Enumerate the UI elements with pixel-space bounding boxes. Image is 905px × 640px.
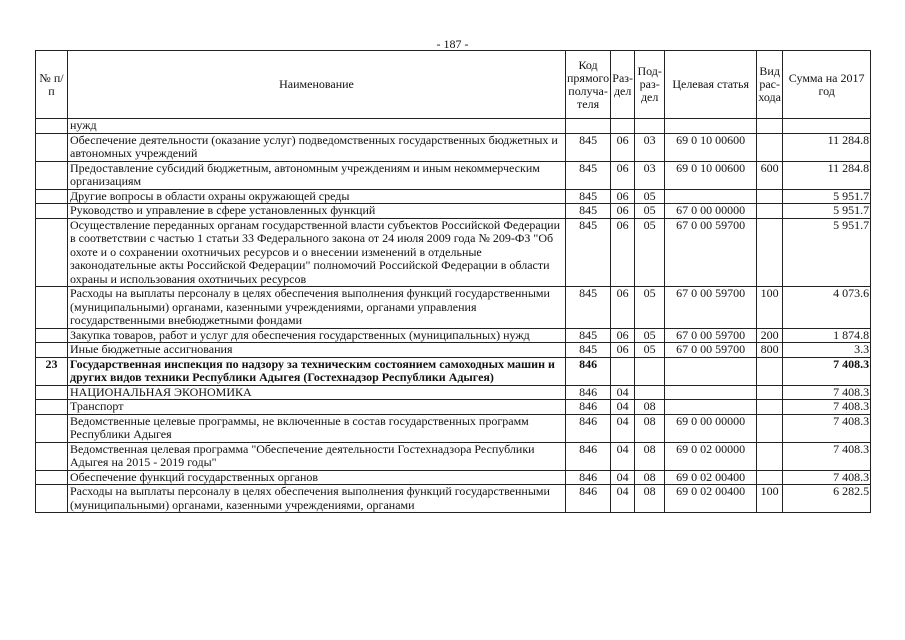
row-code: 846 bbox=[566, 357, 611, 385]
row-code: 845 bbox=[566, 133, 611, 161]
row-section: 04 bbox=[611, 485, 635, 513]
row-num bbox=[36, 328, 68, 343]
row-type: 200 bbox=[757, 328, 783, 343]
row-num bbox=[36, 400, 68, 415]
header-num: № п/п bbox=[36, 51, 68, 119]
row-subsection: 05 bbox=[635, 343, 665, 358]
page-number: - 187 - bbox=[436, 37, 469, 51]
row-section: 06 bbox=[611, 204, 635, 219]
row-code: 845 bbox=[566, 328, 611, 343]
row-name: Расходы на выплаты персоналу в целях обеспечения выполнения функций государственными (муниципальными) органами, казенными учреждениями, органами bbox=[68, 485, 566, 513]
row-subsection bbox=[635, 119, 665, 134]
row-target bbox=[665, 357, 757, 385]
table-row bbox=[36, 287, 871, 329]
row-code: 846 bbox=[566, 442, 611, 470]
row-type bbox=[757, 357, 783, 385]
row-sum bbox=[783, 119, 871, 134]
row-type bbox=[757, 119, 783, 134]
header-sum: Сумма на 2017 год bbox=[783, 51, 871, 119]
row-target: 69 0 02 00400 bbox=[665, 485, 757, 513]
row-type: 100 bbox=[757, 287, 783, 329]
table-row bbox=[36, 189, 871, 204]
table-header-row bbox=[36, 51, 871, 119]
table-row bbox=[36, 218, 871, 287]
row-sum: 5 951.7 bbox=[783, 218, 871, 287]
row-section: 06 bbox=[611, 189, 635, 204]
row-sum: 1 874.8 bbox=[783, 328, 871, 343]
row-code: 846 bbox=[566, 385, 611, 400]
row-sum: 7 408.3 bbox=[783, 442, 871, 470]
row-target bbox=[665, 400, 757, 415]
row-section bbox=[611, 357, 635, 385]
table-row bbox=[36, 470, 871, 485]
row-name: НАЦИОНАЛЬНАЯ ЭКОНОМИКА bbox=[68, 385, 566, 400]
row-type: 100 bbox=[757, 485, 783, 513]
header-subsection: Под-раз-дел bbox=[635, 51, 665, 119]
row-section: 06 bbox=[611, 133, 635, 161]
budget-table bbox=[35, 50, 871, 513]
row-target: 69 0 02 00400 bbox=[665, 470, 757, 485]
table-row bbox=[36, 400, 871, 415]
row-target bbox=[665, 119, 757, 134]
row-code: 846 bbox=[566, 400, 611, 415]
row-num bbox=[36, 161, 68, 189]
row-sum: 7 408.3 bbox=[783, 414, 871, 442]
row-target bbox=[665, 385, 757, 400]
row-target: 67 0 00 59700 bbox=[665, 343, 757, 358]
row-num bbox=[36, 414, 68, 442]
header-type: Вид рас-хода bbox=[757, 51, 783, 119]
row-code bbox=[566, 119, 611, 134]
row-code: 846 bbox=[566, 485, 611, 513]
row-section: 04 bbox=[611, 442, 635, 470]
row-target: 69 0 02 00000 bbox=[665, 442, 757, 470]
row-sum: 5 951.7 bbox=[783, 189, 871, 204]
table-row bbox=[36, 442, 871, 470]
row-name: Закупка товаров, работ и услуг для обеспечения государственных (муниципальных) нужд bbox=[68, 328, 566, 343]
row-code: 845 bbox=[566, 218, 611, 287]
row-target: 69 0 10 00600 bbox=[665, 133, 757, 161]
row-type bbox=[757, 204, 783, 219]
row-target: 69 0 00 00000 bbox=[665, 414, 757, 442]
table-row bbox=[36, 414, 871, 442]
table-row bbox=[36, 328, 871, 343]
row-subsection: 05 bbox=[635, 204, 665, 219]
row-target: 67 0 00 59700 bbox=[665, 287, 757, 329]
row-code: 846 bbox=[566, 470, 611, 485]
row-type bbox=[757, 400, 783, 415]
row-num bbox=[36, 485, 68, 513]
row-type bbox=[757, 133, 783, 161]
row-sum: 7 408.3 bbox=[783, 357, 871, 385]
row-subsection: 08 bbox=[635, 442, 665, 470]
row-sum: 7 408.3 bbox=[783, 385, 871, 400]
row-name: Предоставление субсидий бюджетным, автономным учреждениям и иным некоммерческим организациям bbox=[68, 161, 566, 189]
row-name: нужд bbox=[68, 119, 566, 134]
row-type bbox=[757, 385, 783, 400]
row-sum: 11 284.8 bbox=[783, 133, 871, 161]
row-subsection: 05 bbox=[635, 218, 665, 287]
row-subsection: 08 bbox=[635, 414, 665, 442]
row-num: 23 bbox=[36, 357, 68, 385]
row-code: 846 bbox=[566, 414, 611, 442]
row-num bbox=[36, 204, 68, 219]
row-section: 06 bbox=[611, 328, 635, 343]
row-sum: 4 073.6 bbox=[783, 287, 871, 329]
header-section: Раз-дел bbox=[611, 51, 635, 119]
row-subsection: 08 bbox=[635, 400, 665, 415]
row-section bbox=[611, 119, 635, 134]
row-name: Расходы на выплаты персоналу в целях обеспечения выполнения функций государственными (муниципальными) органами, казенными учреждениями, органами управления государственными внебюджетными фондами bbox=[68, 287, 566, 329]
row-num bbox=[36, 442, 68, 470]
row-subsection: 03 bbox=[635, 133, 665, 161]
row-num bbox=[36, 385, 68, 400]
row-subsection bbox=[635, 385, 665, 400]
row-sum: 6 282.5 bbox=[783, 485, 871, 513]
row-subsection: 05 bbox=[635, 189, 665, 204]
row-target bbox=[665, 189, 757, 204]
row-subsection: 08 bbox=[635, 470, 665, 485]
header-name: Наименование bbox=[68, 51, 566, 119]
row-sum: 11 284.8 bbox=[783, 161, 871, 189]
row-name: Ведомственная целевая программа "Обеспечение деятельности Гостехнадзора Республики Адыгея на 2015 - 2019 годы" bbox=[68, 442, 566, 470]
row-num bbox=[36, 133, 68, 161]
table-row bbox=[36, 343, 871, 358]
header-code: Код прямого получа-теля bbox=[566, 51, 611, 119]
row-name: Обеспечение функций государственных органов bbox=[68, 470, 566, 485]
table-row bbox=[36, 204, 871, 219]
row-section: 06 bbox=[611, 218, 635, 287]
row-name: Ведомственные целевые программы, не включенные в состав государственных программ Республики Адыгея bbox=[68, 414, 566, 442]
row-subsection: 05 bbox=[635, 328, 665, 343]
row-type bbox=[757, 189, 783, 204]
row-section: 06 bbox=[611, 287, 635, 329]
row-name: Обеспечение деятельности (оказание услуг) подведомственных государственных бюджетных и автономных учреждений bbox=[68, 133, 566, 161]
row-name: Другие вопросы в области охраны окружающей среды bbox=[68, 189, 566, 204]
table-row bbox=[36, 119, 871, 134]
row-type bbox=[757, 414, 783, 442]
row-code: 845 bbox=[566, 161, 611, 189]
row-name: Иные бюджетные ассигнования bbox=[68, 343, 566, 358]
row-sum: 5 951.7 bbox=[783, 204, 871, 219]
row-section: 06 bbox=[611, 343, 635, 358]
row-type: 800 bbox=[757, 343, 783, 358]
row-name: Государственная инспекция по надзору за техническим состоянием самоходных машин и других видов техники Республики Адыгея (Гостехнадзор Республики Адыгея) bbox=[68, 357, 566, 385]
table-body bbox=[36, 119, 871, 513]
row-num bbox=[36, 287, 68, 329]
row-target: 67 0 00 59700 bbox=[665, 218, 757, 287]
row-code: 845 bbox=[566, 343, 611, 358]
row-target: 69 0 10 00600 bbox=[665, 161, 757, 189]
row-num bbox=[36, 343, 68, 358]
row-num bbox=[36, 218, 68, 287]
row-section: 04 bbox=[611, 470, 635, 485]
row-subsection: 08 bbox=[635, 485, 665, 513]
row-sum: 7 408.3 bbox=[783, 400, 871, 415]
table-row bbox=[36, 133, 871, 161]
row-subsection: 05 bbox=[635, 287, 665, 329]
row-subsection bbox=[635, 357, 665, 385]
row-sum: 7 408.3 bbox=[783, 470, 871, 485]
table-row bbox=[36, 161, 871, 189]
row-type bbox=[757, 442, 783, 470]
row-code: 845 bbox=[566, 287, 611, 329]
row-code: 845 bbox=[566, 204, 611, 219]
row-name: Осуществление переданных органам государственной власти субъектов Российской Федерации в соответствии с частью 1 статьи 33 Федерального закона от 24 июля 2009 года № 209-ФЗ "Об охоте и о сохранении охотничьих ресурсов и о внесении изменений в отдельные законодательные акты Российской Федерации" полномочий Российской Федерации в области охраны и использования охотничьих ресурсов bbox=[68, 218, 566, 287]
row-name: Руководство и управление в сфере установленных функций bbox=[68, 204, 566, 219]
table-row bbox=[36, 357, 871, 385]
row-code: 845 bbox=[566, 189, 611, 204]
row-sum: 3.3 bbox=[783, 343, 871, 358]
row-section: 06 bbox=[611, 161, 635, 189]
row-section: 04 bbox=[611, 400, 635, 415]
row-type bbox=[757, 470, 783, 485]
row-name: Транспорт bbox=[68, 400, 566, 415]
row-num bbox=[36, 189, 68, 204]
header-target: Целевая статья bbox=[665, 51, 757, 119]
table-row bbox=[36, 485, 871, 513]
row-type bbox=[757, 218, 783, 287]
row-type: 600 bbox=[757, 161, 783, 189]
table-row bbox=[36, 385, 871, 400]
row-num bbox=[36, 119, 68, 134]
row-target: 67 0 00 00000 bbox=[665, 204, 757, 219]
row-target: 67 0 00 59700 bbox=[665, 328, 757, 343]
row-section: 04 bbox=[611, 414, 635, 442]
row-section: 04 bbox=[611, 385, 635, 400]
row-num bbox=[36, 470, 68, 485]
row-subsection: 03 bbox=[635, 161, 665, 189]
